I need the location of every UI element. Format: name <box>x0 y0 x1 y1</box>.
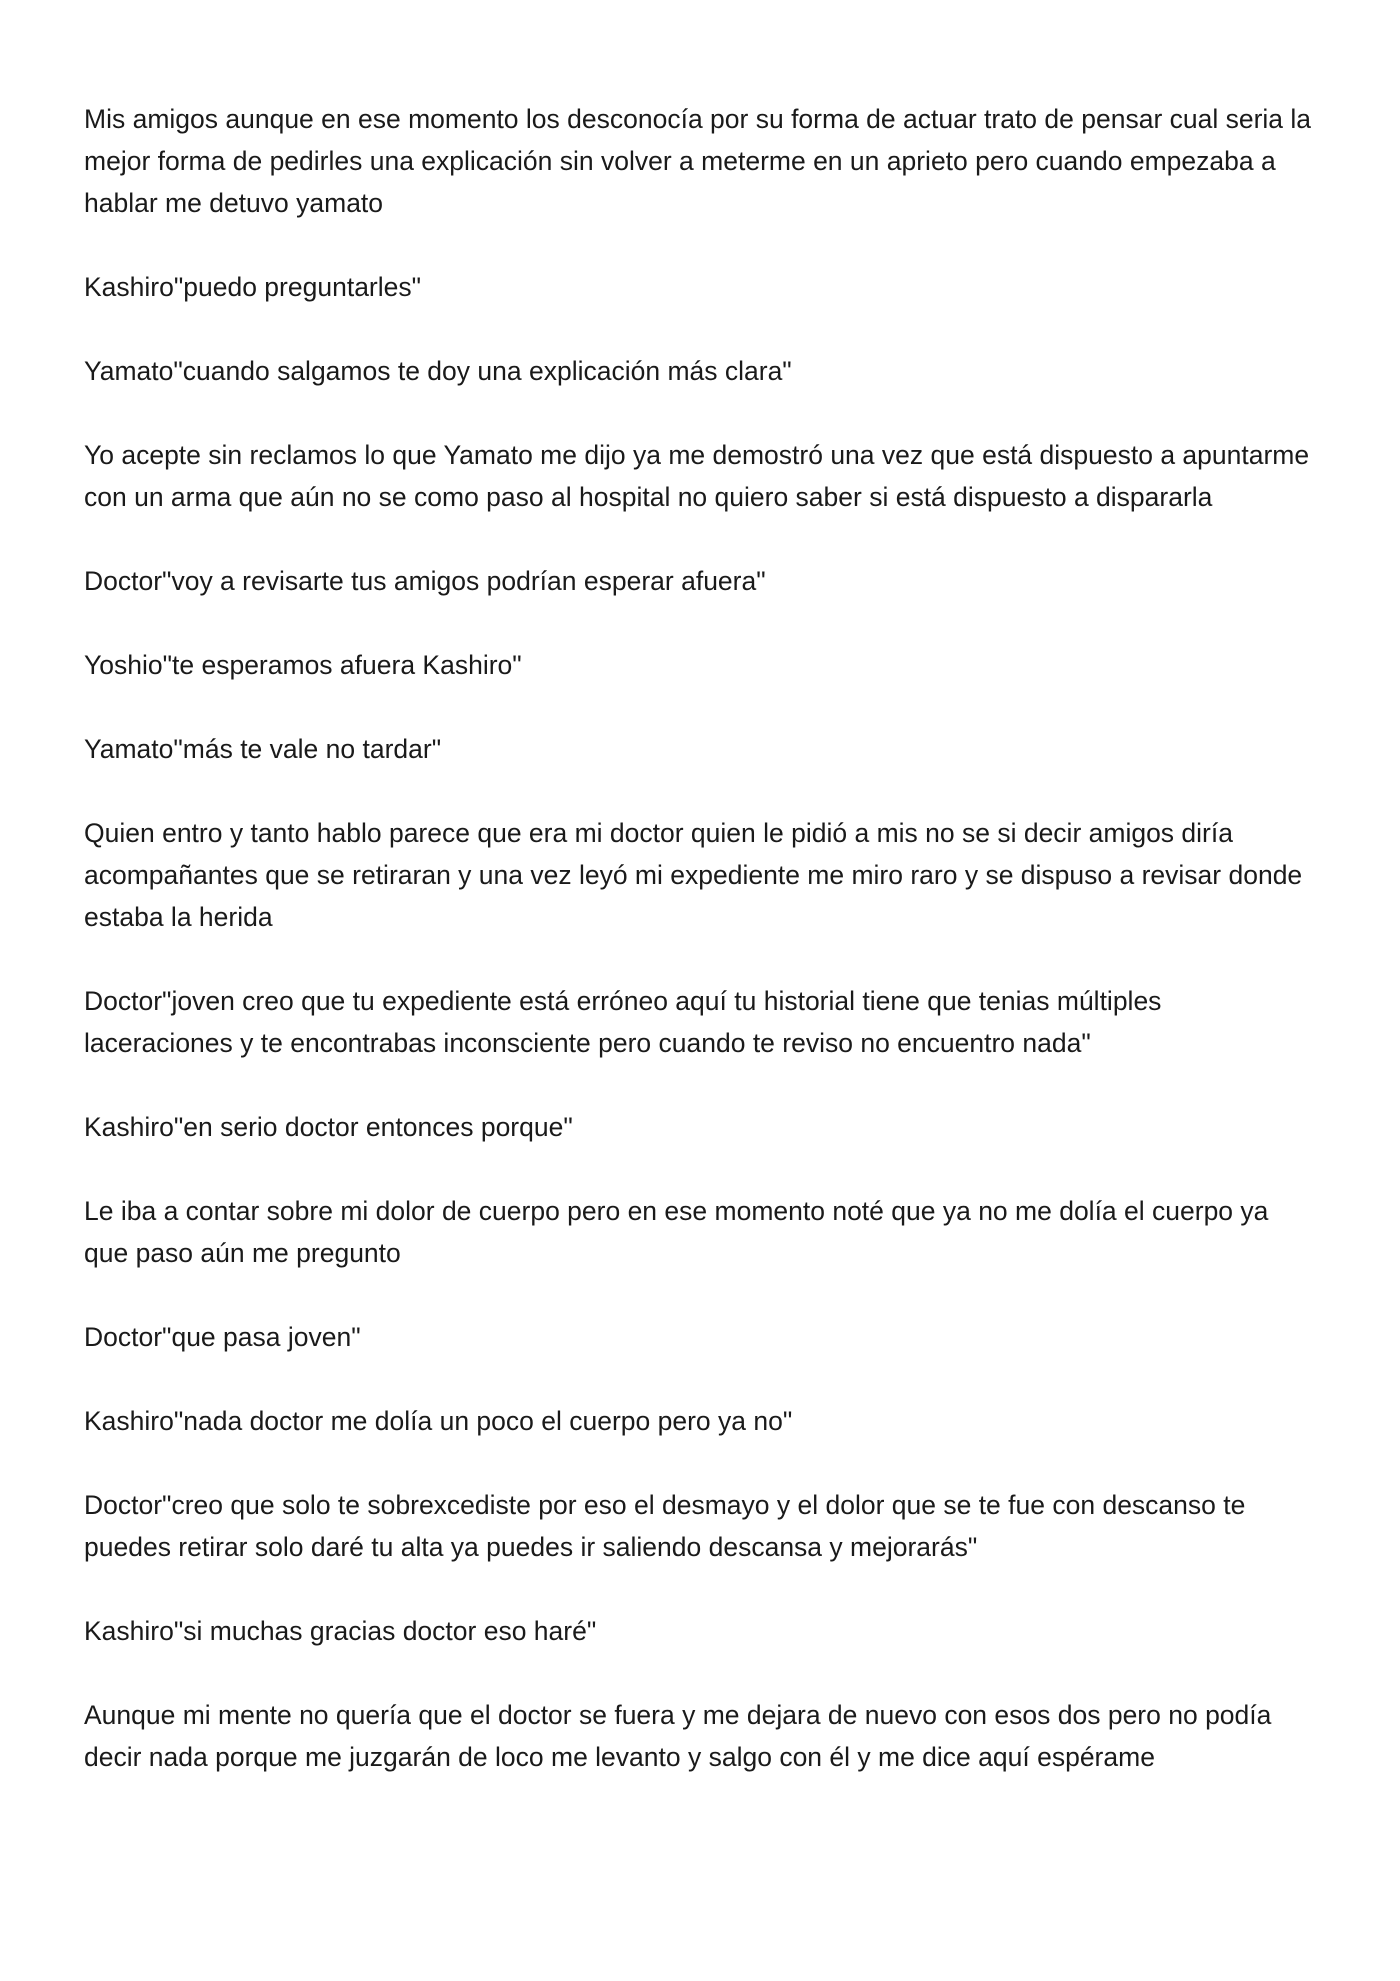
paragraph-dialogue: Kashiro"nada doctor me dolía un poco el cuerpo pero ya no" <box>84 1406 793 1436</box>
paragraph-narration: Aunque mi mente no quería que el doctor se fuera y me dejara de nuevo con esos dos pero no podía decir nada porque me juzgarán de loco me levanto y salgo con él y me dice aquí espérame <box>84 1700 1272 1772</box>
paragraph-narration: Mis amigos aunque en ese momento los desconocía por su forma de actuar trato de pensar cual seria la mejor forma de pedirles una explicación sin volver a meterme en un aprieto pero cuando empezaba a hablar me detuvo yamato <box>84 104 1312 218</box>
paragraph-narration: Yo acepte sin reclamos lo que Yamato me dijo ya me demostró una vez que está dispuesto a apuntarme con un arma que aún no se como paso al hospital no quiero saber si está dispuesto a dispararla <box>84 440 1310 512</box>
paragraph-dialogue: Doctor"voy a revisarte tus amigos podrían esperar afuera" <box>84 566 766 596</box>
paragraph-narration: Quien entro y tanto hablo parece que era mi doctor quien le pidió a mis no se si decir amigos diría acompañantes que se retiraran y una vez leyó mi expediente me miro raro y se dispuso a revisar donde estaba la herida <box>84 818 1303 932</box>
paragraph-dialogue: Doctor"joven creo que tu expediente está erróneo aquí tu historial tiene que tenias múltiples laceraciones y te encontrabas inconsciente pero cuando te reviso no encuentro nada" <box>84 986 1162 1058</box>
paragraph-dialogue: Doctor"creo que solo te sobrexcediste por eso el desmayo y el dolor que se te fue con descanso te puedes retirar solo daré tu alta ya puedes ir saliendo descansa y mejorarás" <box>84 1490 1246 1562</box>
paragraph-dialogue: Kashiro"puedo preguntarles" <box>84 272 422 302</box>
paragraph-narration: Le iba a contar sobre mi dolor de cuerpo pero en ese momento noté que ya no me dolía el cuerpo ya que paso aún me pregunto <box>84 1196 1269 1268</box>
paragraph-dialogue: Doctor"que pasa joven" <box>84 1322 361 1352</box>
paragraph-dialogue: Yamato"más te vale no tardar" <box>84 734 442 764</box>
paragraph-dialogue: Yamato"cuando salgamos te doy una explicación más clara" <box>84 356 792 386</box>
paragraph-dialogue: Kashiro"en serio doctor entonces porque" <box>84 1112 573 1142</box>
paragraph-dialogue: Yoshio"te esperamos afuera Kashiro" <box>84 650 522 680</box>
document-body <box>84 98 1316 1820</box>
paragraph-dialogue: Kashiro"si muchas gracias doctor eso haré" <box>84 1616 597 1646</box>
